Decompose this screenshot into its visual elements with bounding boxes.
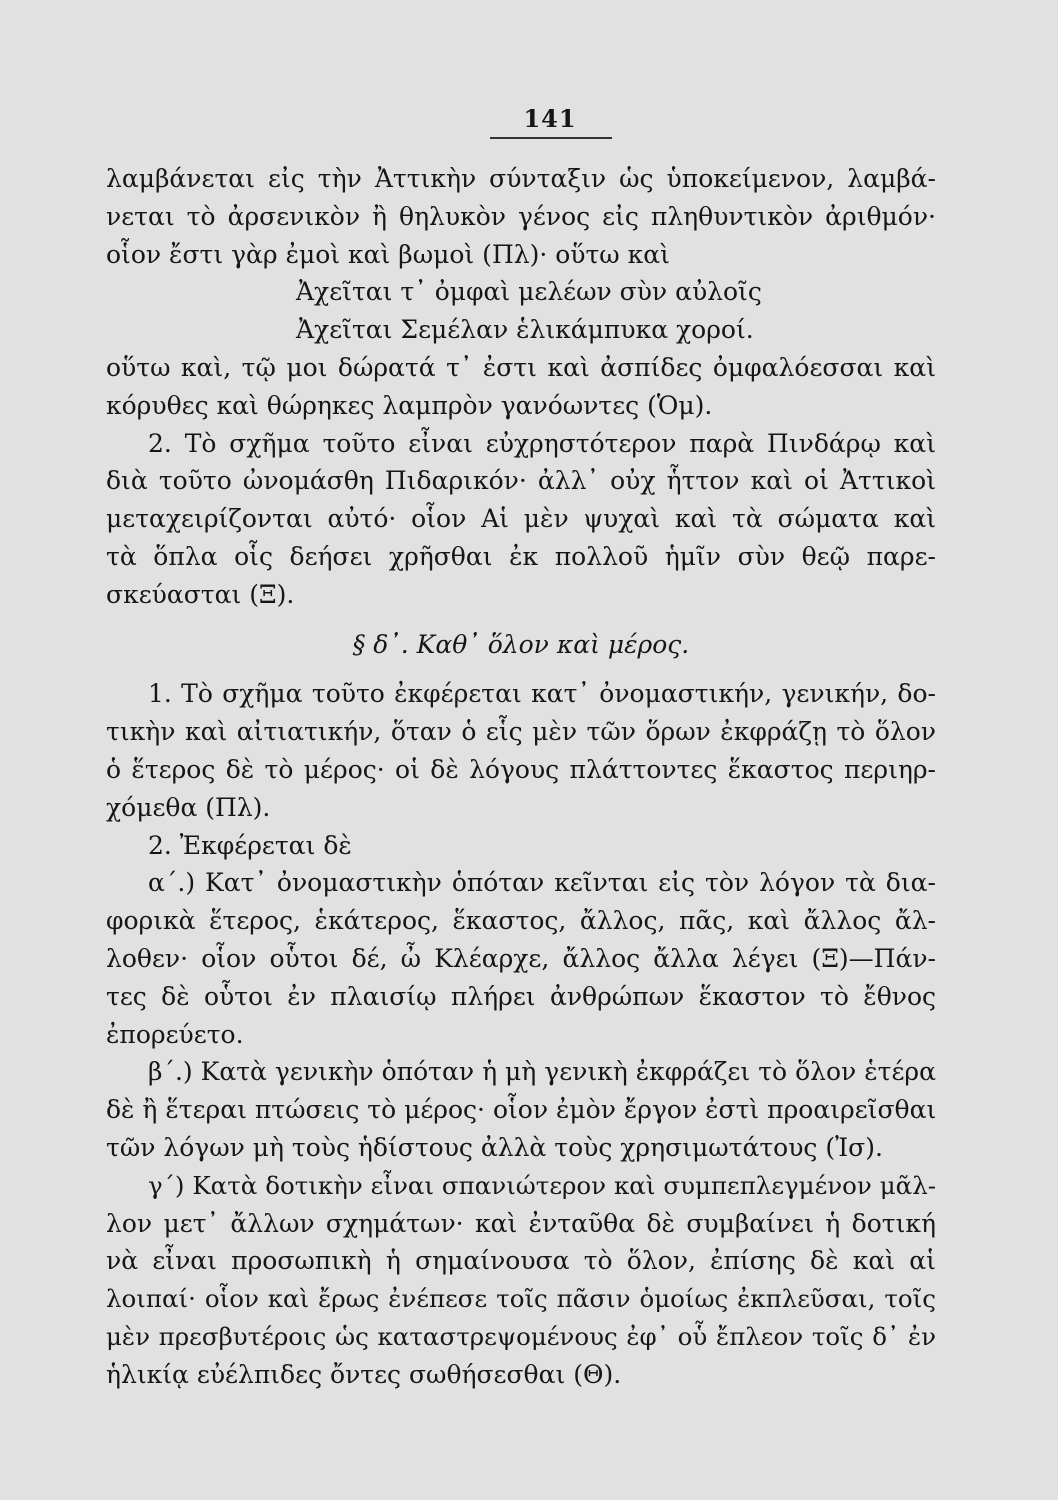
paragraph-start: 2. Ἐκφέρεται δὲ — [148, 830, 352, 860]
text-line: λοθεν· οἷον οὗτοι δέ, ὦ Κλέαρχε, ἄλλος ἄλλα λέγει (Ξ)—Πάν- — [106, 943, 936, 973]
text-line: νὰ εἶναι προσωπικὴ ἡ σημαίνουσα τὸ ὅλον, ἐπίσης δὲ καὶ αἱ — [106, 1246, 936, 1276]
section-heading: § δ᾽. Καθ᾽ ὅλον καὶ μέρος. — [352, 629, 690, 659]
text-line: τικὴν καὶ αἰτιατικήν, ὅταν ὁ εἷς μὲν τῶν ὅρων ἐκφράζῃ τὸ ὅλον — [106, 717, 936, 747]
body-text — [106, 160, 936, 1394]
text-line: μὲν πρεσβυτέροις ὡς καταστρεψομένους ἐφ᾽ οὗ ἔπλεον τοῖς δ᾽ ἐν — [106, 1321, 936, 1351]
subparagraph-start: γ΄) Κατὰ δοτικὴν εἶναι σπανιώτερον καὶ συμπεπλεγμένον μᾶλ- — [148, 1170, 936, 1200]
verse-line: Ἀχεῖται τ᾽ ὀμφαὶ μελέων σὺν αὐλοῖς — [296, 277, 762, 307]
text-line: μεταχειρίζονται αὐτό· οἷον Αἱ μὲν ψυχαὶ καὶ τὰ σώματα καὶ — [106, 504, 936, 534]
text-line: τὰ ὅπλα οἷς δεήσει χρῆσθαι ἐκ πολλοῦ ἡμῖν σὺν θεῷ παρε- — [106, 541, 936, 571]
verse-line: Ἀχεῖται Σεμέλαν ἑλικάμπυκα χοροί. — [296, 315, 754, 345]
text-line: σκεύασται (Ξ). — [106, 579, 295, 609]
page-number-rule — [490, 137, 612, 139]
text-line: λαμβάνεται εἰς τὴν Ἀττικὴν σύνταξιν ὡς ὑποκείμενον, λαμβά- — [106, 164, 936, 193]
text-line: ἐπορεύετο. — [106, 1019, 244, 1049]
text-line: λον μετ᾽ ἄλλων σχημάτων· καὶ ἐνταῦθα δὲ συμβαίνει ἡ δοτική — [106, 1208, 936, 1238]
text-line: φορικὰ ἕτερος, ἑκάτερος, ἕκαστος, ἄλλος, πᾶς, καὶ ἄλλος ἄλ- — [106, 906, 936, 936]
subparagraph-start: β΄.) Κατὰ γενικὴν ὁπόταν ἡ μὴ γενικὴ ἐκφράζει τὸ ὅλον ἑτέρα — [148, 1057, 936, 1087]
text-line: ὁ ἕτερος δὲ τὸ μέρος· οἱ δὲ λόγους πλάττοντες ἕκαστος περιηρ- — [106, 754, 936, 784]
text-line: οἷον ἔστι γὰρ ἐμοὶ καὶ βωμοὶ (Πλ)· οὕτω καὶ — [106, 239, 670, 269]
text-line: κόρυθες καὶ θώρηκες λαμπρὸν γανόωντες (Ὁμ). — [106, 390, 713, 420]
text-line: δὲ ἢ ἕτεραι πτώσεις τὸ μέρος· οἷον ἐμὸν ἔργον ἐστὶ προαιρεῖσθαι — [106, 1095, 936, 1125]
paragraph-start: 2. Τὸ σχῆμα τοῦτο εἶναι εὐχρηστότερον παρὰ Πινδάρῳ καὶ — [148, 428, 936, 458]
text-line: χόμεθα (Πλ). — [106, 792, 271, 822]
text-line: τες δὲ οὗτοι ἐν πλαισίῳ πλήρει ἀνθρώπων ἕκαστον τὸ ἔθνος — [106, 981, 936, 1011]
subparagraph-start: α΄.) Κατ᾽ ὀνομαστικὴν ὁπόταν κεῖνται εἰς τὸν λόγον τὰ δια- — [148, 868, 936, 898]
text-line: οὕτω καὶ, τῷ μοι δώρατά τ᾽ ἐστι καὶ ἀσπίδες ὀμφαλόεσσαι καὶ — [106, 352, 936, 382]
text-line: τῶν λόγων μὴ τοὺς ἡδίστους ἀλλὰ τοὺς χρησιμωτάτους (Ἰσ). — [106, 1132, 883, 1162]
text-line: διὰ τοῦτο ὠνομάσθη Πιδαρικόν· ἀλλ᾽ οὐχ ἧττον καὶ οἱ Ἀττικοὶ — [106, 466, 936, 496]
text-line: νεται τὸ ἀρσενικὸν ἢ θηλυκὸν γένος εἰς πληθυντικὸν ἀριθμόν· — [106, 201, 936, 231]
paragraph-start: 1. Τὸ σχῆμα τοῦτο ἐκφέρεται κατ᾽ ὀνομαστικήν, γενικήν, δο- — [148, 679, 936, 709]
text-line: ἡλικίᾳ εὐέλπιδες ὄντες σωθήσεσθαι (Θ). — [106, 1359, 622, 1389]
page-number: 141 — [523, 104, 577, 133]
text-line: λοιπαί· οἷον καὶ ἔρως ἐνέπεσε τοῖς πᾶσιν ὁμοίως ἐκπλεῦσαι, τοῖς — [106, 1284, 936, 1314]
